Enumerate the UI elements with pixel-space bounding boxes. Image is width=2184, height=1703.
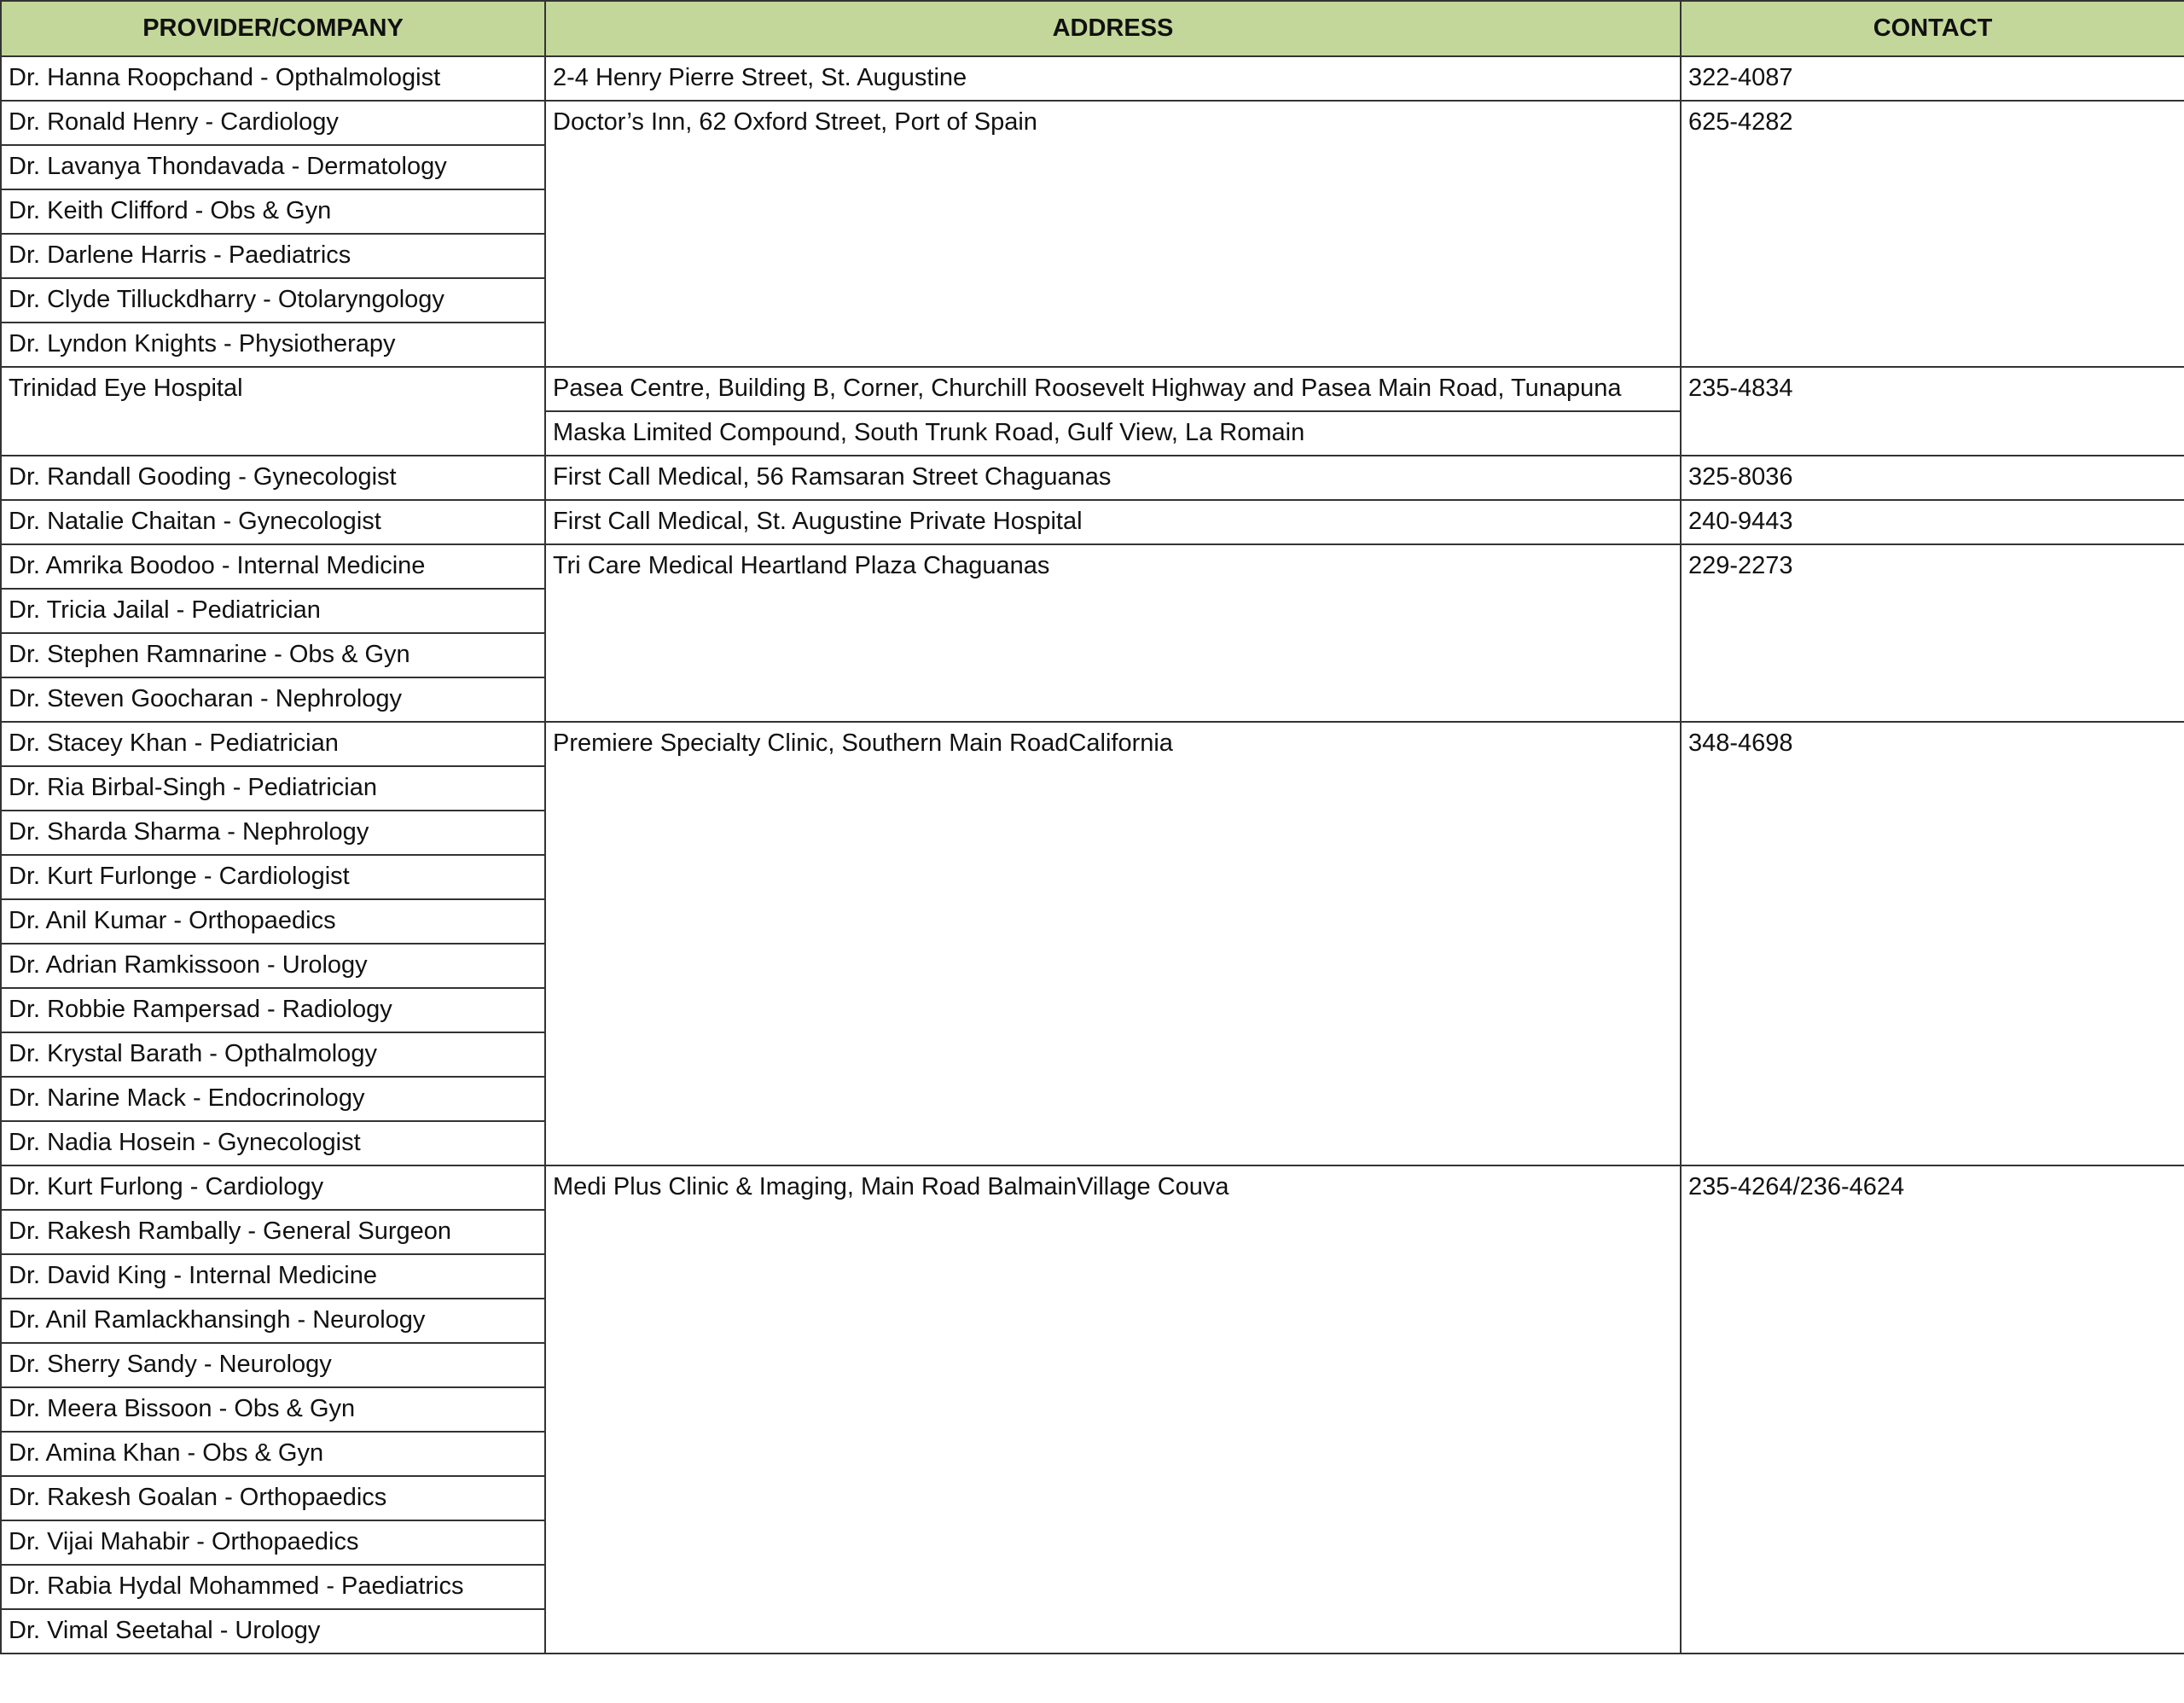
header-contact: CONTACT xyxy=(1681,1,2184,56)
contact-cell: 240-9443 xyxy=(1681,500,2184,544)
provider-cell: Dr. Anil Kumar - Orthopaedics xyxy=(1,899,545,944)
provider-cell: Dr. Lyndon Knights - Physiotherapy xyxy=(1,323,545,367)
contact-cell: 322-4087 xyxy=(1681,56,2184,101)
provider-cell: Trinidad Eye Hospital xyxy=(1,367,545,456)
provider-cell: Dr. Anil Ramlackhansingh - Neurology xyxy=(1,1299,545,1343)
provider-cell: Dr. Krystal Barath - Opthalmology xyxy=(1,1032,545,1077)
provider-cell: Dr. Sherry Sandy - Neurology xyxy=(1,1343,545,1387)
provider-cell: Dr. Tricia Jailal - Pediatrician xyxy=(1,589,545,633)
provider-cell: Dr. Vimal Seetahal - Urology xyxy=(1,1609,545,1654)
contact-cell: 235-4834 xyxy=(1681,367,2184,456)
provider-cell: Dr. Clyde Tilluckdharry - Otolaryngology xyxy=(1,278,545,323)
address-cell: Maska Limited Compound, South Trunk Road, Gulf View, La Romain xyxy=(545,411,1681,456)
provider-cell: Dr. Stephen Ramnarine - Obs & Gyn xyxy=(1,633,545,677)
provider-cell: Dr. Keith Clifford - Obs & Gyn xyxy=(1,189,545,234)
provider-cell: Dr. Randall Gooding - Gynecologist xyxy=(1,456,545,500)
address-cell: Tri Care Medical Heartland Plaza Chaguanas xyxy=(545,544,1681,722)
address-cell: First Call Medical, 56 Ramsaran Street Chaguanas xyxy=(545,456,1681,500)
provider-cell: Dr. Adrian Ramkissoon - Urology xyxy=(1,944,545,988)
contact-cell: 235-4264/236-4624 xyxy=(1681,1165,2184,1654)
contact-cell: 625-4282 xyxy=(1681,101,2184,367)
address-cell: 2-4 Henry Pierre Street, St. Augustine xyxy=(545,56,1681,101)
table-row xyxy=(1,56,2184,101)
provider-cell: Dr. Amrika Boodoo - Internal Medicine xyxy=(1,544,545,589)
table-body xyxy=(1,56,2184,1654)
provider-cell: Dr. Lavanya Thondavada - Dermatology xyxy=(1,145,545,189)
table-row xyxy=(1,500,2184,544)
contact-cell: 325-8036 xyxy=(1681,456,2184,500)
provider-cell: Dr. Robbie Rampersad - Radiology xyxy=(1,988,545,1032)
header-address: ADDRESS xyxy=(545,1,1681,56)
provider-cell: Dr. Rakesh Goalan - Orthopaedics xyxy=(1,1476,545,1520)
provider-cell: Dr. Rakesh Rambally - General Surgeon xyxy=(1,1210,545,1254)
provider-cell: Dr. Amina Khan - Obs & Gyn xyxy=(1,1432,545,1476)
address-cell: Doctor’s Inn, 62 Oxford Street, Port of Spain xyxy=(545,101,1681,367)
provider-cell: Dr. Narine Mack - Endocrinology xyxy=(1,1077,545,1121)
table-row xyxy=(1,1165,2184,1210)
table-row xyxy=(1,367,2184,411)
provider-cell: Dr. Kurt Furlonge - Cardiologist xyxy=(1,855,545,899)
provider-cell: Dr. Sharda Sharma - Nephrology xyxy=(1,811,545,855)
provider-cell: Dr. Darlene Harris - Paediatrics xyxy=(1,234,545,278)
provider-cell: Dr. Stacey Khan - Pediatrician xyxy=(1,722,545,766)
provider-cell: Dr. Steven Goocharan - Nephrology xyxy=(1,677,545,722)
provider-cell: Dr. David King - Internal Medicine xyxy=(1,1254,545,1299)
address-cell: Pasea Centre, Building B, Corner, Churchill Roosevelt Highway and Pasea Main Road, Tunapuna xyxy=(545,367,1681,411)
table-row xyxy=(1,101,2184,145)
header-provider: PROVIDER/COMPANY xyxy=(1,1,545,56)
provider-cell: Dr. Natalie Chaitan - Gynecologist xyxy=(1,500,545,544)
contact-cell: 348-4698 xyxy=(1681,722,2184,1165)
address-cell: Premiere Specialty Clinic, Southern Main RoadCalifornia xyxy=(545,722,1681,1165)
header-row xyxy=(1,1,2184,56)
provider-cell: Dr. Hanna Roopchand - Opthalmologist xyxy=(1,56,545,101)
contact-cell: 229-2273 xyxy=(1681,544,2184,722)
address-cell: First Call Medical, St. Augustine Private Hospital xyxy=(545,500,1681,544)
provider-cell: Dr. Vijai Mahabir - Orthopaedics xyxy=(1,1520,545,1565)
provider-cell: Dr. Ria Birbal-Singh - Pediatrician xyxy=(1,766,545,811)
table-row xyxy=(1,722,2184,766)
address-cell: Medi Plus Clinic & Imaging, Main Road BalmainVillage Couva xyxy=(545,1165,1681,1654)
provider-cell: Dr. Nadia Hosein - Gynecologist xyxy=(1,1121,545,1165)
table-row xyxy=(1,544,2184,589)
table-row xyxy=(1,456,2184,500)
provider-cell: Dr. Kurt Furlong - Cardiology xyxy=(1,1165,545,1210)
provider-cell: Dr. Ronald Henry - Cardiology xyxy=(1,101,545,145)
provider-cell: Dr. Rabia Hydal Mohammed - Paediatrics xyxy=(1,1565,545,1609)
provider-cell: Dr. Meera Bissoon - Obs & Gyn xyxy=(1,1387,545,1432)
